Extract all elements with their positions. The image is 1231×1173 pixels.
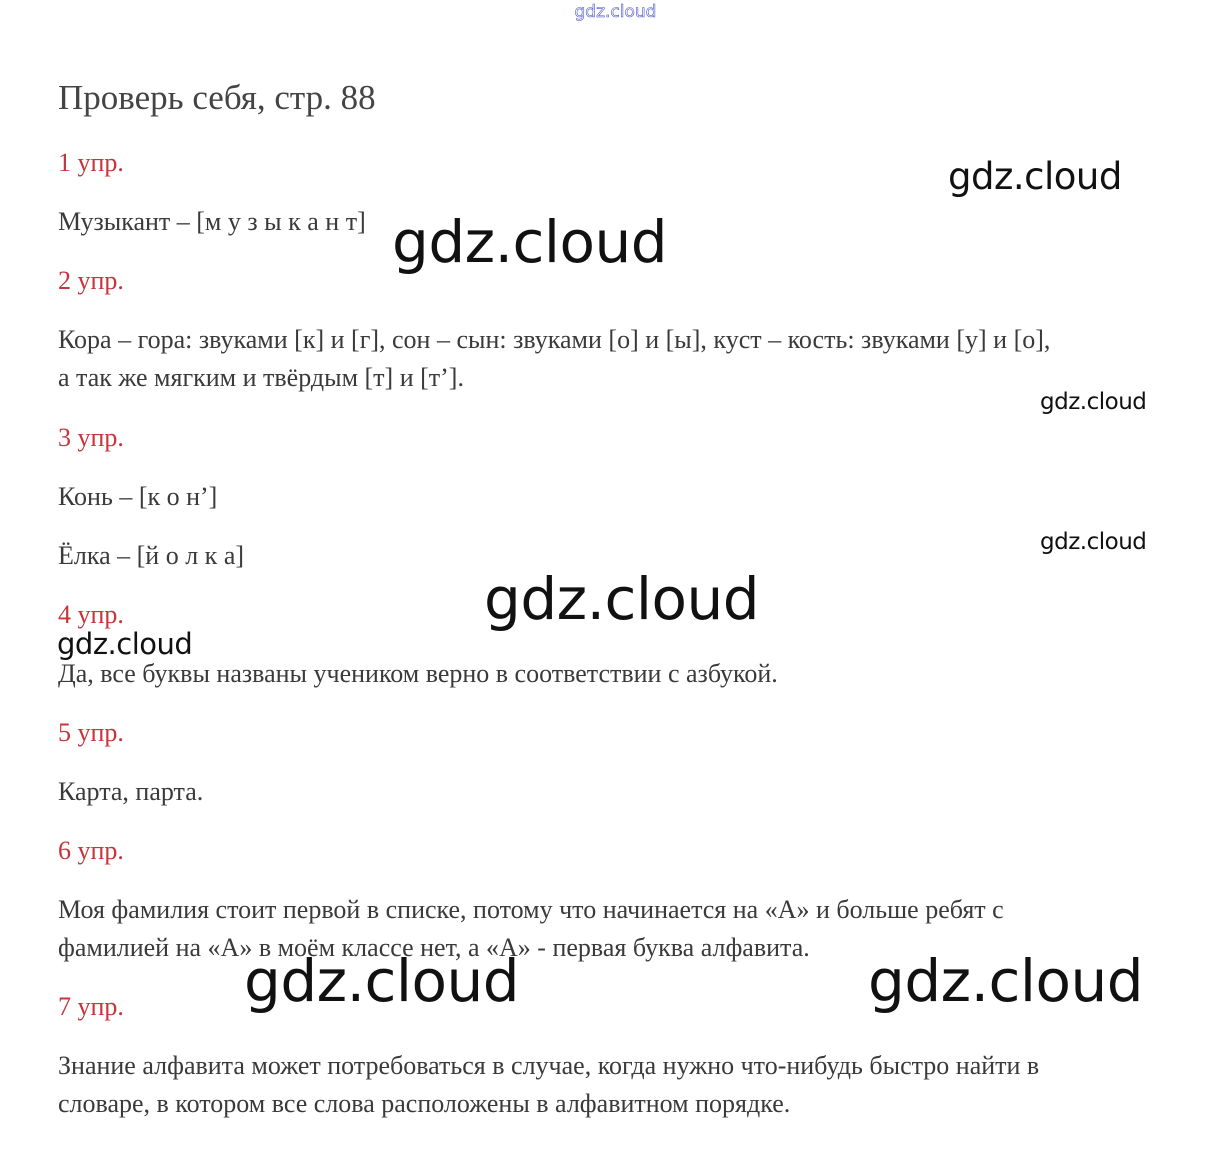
exercise-2-label: 2 упр. [58,266,124,295]
exercise-5-text: Карта, парта. [58,777,204,806]
watermark: gdz.cloud [1040,389,1147,415]
exercise-7-text-line-1: Знание алфавита может потребоваться в случае, когда нужно что-нибудь быстро найти в [58,1051,1040,1080]
watermark: gdz.cloud [57,627,193,661]
exercise-3-text-line-2: Ёлка – [й о л к а] [58,541,245,570]
exercise-4-text: Да, все буквы названы учеником верно в соответствии с азбукой. [58,659,778,688]
exercise-6-text-line-1: Моя фамилия стоит первой в списке, потому что начинается на «А» и больше ребят с [58,895,1004,924]
exercise-3-text-line-1: Конь – [к о н’] [58,482,218,511]
page-title: Проверь себя, стр. 88 [58,78,376,117]
exercise-7-label: 7 упр. [58,992,124,1021]
exercise-5-label: 5 упр. [58,718,124,747]
watermark: gdz.cloud [484,565,760,633]
exercise-2-text-line-1: Кора – гора: звуками [к] и [г], сон – сын: звуками [о] и [ы], куст – кость: звуками [у] и [о], [58,325,1051,354]
watermark: gdz.cloud [392,208,668,276]
exercise-1-text: Музыкант – [м у з ы к а н т] [58,207,366,236]
exercise-4-label: 4 упр. [58,600,124,629]
top-watermark: gdz.cloud [574,2,657,22]
exercise-3-label: 3 упр. [58,423,124,452]
watermark: gdz.cloud [868,947,1144,1015]
watermark: gdz.cloud [1040,529,1147,555]
watermark: gdz.cloud [244,947,520,1015]
exercise-1-label: 1 упр. [58,148,124,177]
exercise-7-text-line-2: словаре, в котором все слова расположены в алфавитном порядке. [58,1089,791,1118]
exercise-2-text-line-2: а так же мягким и твёрдым [т] и [т’]. [58,363,464,392]
exercise-6-label: 6 упр. [58,836,124,865]
watermark: gdz.cloud [948,155,1122,198]
exercise-6-text-line-2: фамилией на «А» в моём классе нет, а «А» - первая буква алфавита. [58,933,810,962]
